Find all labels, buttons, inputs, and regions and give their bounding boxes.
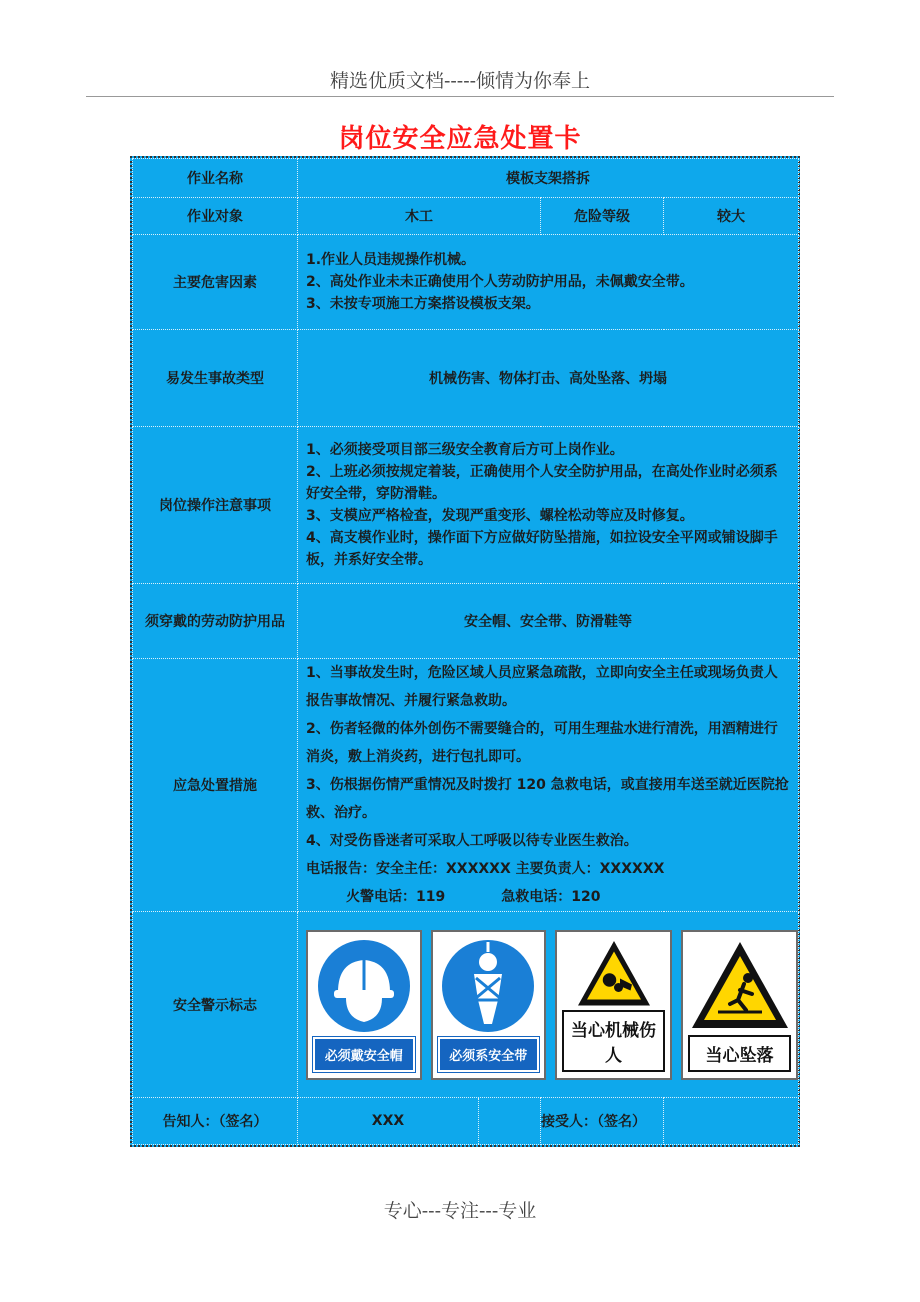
row-emergency bbox=[133, 659, 799, 912]
row-signs bbox=[133, 912, 799, 1098]
helmet-icon bbox=[316, 938, 412, 1034]
precautions-list bbox=[298, 427, 799, 584]
hazard-item: 2、高处作业未未正确使用个人劳动防护用品，未佩戴安全带。 bbox=[306, 274, 694, 290]
emergency-item: 4、对受伤昏迷者可采取人工呼吸以待专业医生救治。 bbox=[306, 833, 638, 849]
ppe-value: 安全帽、安全带、防滑鞋等 bbox=[298, 584, 799, 659]
hotlines bbox=[306, 883, 790, 911]
receiver-label: 接受人：（签名） bbox=[541, 1098, 664, 1145]
page-footer: 专心---专注---专业 bbox=[383, 1200, 537, 1222]
harness-icon bbox=[440, 938, 536, 1034]
aid-phone: 急救电话：120 bbox=[501, 889, 601, 905]
job-name-value: 模板支架搭拆 bbox=[298, 159, 799, 198]
signs-row bbox=[306, 926, 798, 1084]
precaution-item: 2、上班必须按规定着装，正确使用个人安全防护用品，在高处作业时必须系好安全带，穿防滑鞋。 bbox=[306, 464, 778, 502]
row-sign-off bbox=[133, 1098, 799, 1145]
sign-harness bbox=[431, 930, 547, 1080]
emergency-item: 2、伤者轻微的体外创伤不需要缝合的，可用生理盐水进行清洗，用酒精进行消炎，敷上消炎药，进行包扎即可。 bbox=[306, 721, 778, 765]
job-name-label: 作业名称 bbox=[133, 159, 298, 198]
job-object-label: 作业对象 bbox=[133, 198, 298, 235]
precaution-item: 4、高支模作业时，操作面下方应做好防坠措施，如拉设安全平网或铺设脚手板，并系好安全带。 bbox=[306, 530, 778, 568]
gear-hand-warning-icon bbox=[562, 938, 666, 1010]
emergency-item: 1、当事故发生时，危险区域人员应紧急疏散，立即向安全主任或现场负责人报告事故情况、并履行紧急救助。 bbox=[306, 665, 778, 709]
sign-caption: 当心坠落 bbox=[688, 1035, 791, 1072]
precaution-item: 1、必须接受项目部三级安全教育后方可上岗作业。 bbox=[306, 442, 624, 458]
row-hazards bbox=[133, 235, 799, 330]
phone-report: 电话报告：安全主任：XXXXXX 主要负责人：XXXXXX bbox=[306, 861, 665, 877]
hazards-list bbox=[298, 235, 799, 330]
sign-machine bbox=[555, 930, 672, 1080]
informer-sign-cell bbox=[298, 1098, 541, 1145]
hazards-label: 主要危害因素 bbox=[133, 235, 298, 330]
hazard-item: 3、未按专项施工方案搭设模板支架。 bbox=[306, 296, 540, 312]
card-table bbox=[132, 158, 799, 1145]
sign-caption: 当心机械伤人 bbox=[562, 1010, 665, 1072]
risk-level-value: 较大 bbox=[664, 198, 799, 235]
risk-level-label: 危险等级 bbox=[541, 198, 664, 235]
hazard-item: 1.作业人员违规操作机械。 bbox=[306, 252, 476, 268]
sign-fall bbox=[681, 930, 798, 1080]
page-header: 精选优质文档-----倾情为你奉上 bbox=[329, 70, 591, 92]
emergency-list bbox=[298, 659, 799, 912]
sign-caption: 必须戴安全帽 bbox=[313, 1037, 415, 1072]
card-title: 岗位安全应急处置卡 bbox=[338, 124, 582, 154]
emergency-label: 应急处置措施 bbox=[133, 659, 298, 912]
accident-types-label: 易发生事故类型 bbox=[133, 330, 298, 427]
sign-caption: 必须系安全带 bbox=[438, 1037, 540, 1072]
row-job-name bbox=[133, 159, 799, 198]
informer-label: 告知人：（签名） bbox=[133, 1098, 298, 1145]
row-job-object bbox=[133, 198, 799, 235]
accident-types-value: 机械伤害、物体打击、高处坠落、坍塌 bbox=[298, 330, 799, 427]
row-precautions bbox=[133, 427, 799, 584]
fire-phone: 火警电话：119 bbox=[346, 889, 446, 905]
receiver-value bbox=[664, 1098, 799, 1145]
sign-helmet bbox=[306, 930, 422, 1080]
ppe-label: 须穿戴的劳动防护用品 bbox=[133, 584, 298, 659]
signs-label: 安全警示标志 bbox=[133, 912, 298, 1098]
precautions-label: 岗位操作注意事项 bbox=[133, 427, 298, 584]
falling-person-warning-icon bbox=[688, 938, 792, 1034]
informer-value: XXX bbox=[298, 1098, 479, 1144]
row-ppe bbox=[133, 584, 799, 659]
signs-cell bbox=[298, 912, 799, 1098]
emergency-card bbox=[130, 156, 800, 1147]
row-accident-types bbox=[133, 330, 799, 427]
emergency-item: 3、伤根据伤情严重情况及时拨打 120 急救电话，或直接用车送至就近医院抢救、治疗。 bbox=[306, 777, 789, 821]
precaution-item: 3、支模应严格检查，发现严重变形、螺栓松动等应及时修复。 bbox=[306, 508, 694, 524]
header-divider bbox=[86, 96, 834, 97]
job-object-value: 木工 bbox=[298, 198, 541, 235]
